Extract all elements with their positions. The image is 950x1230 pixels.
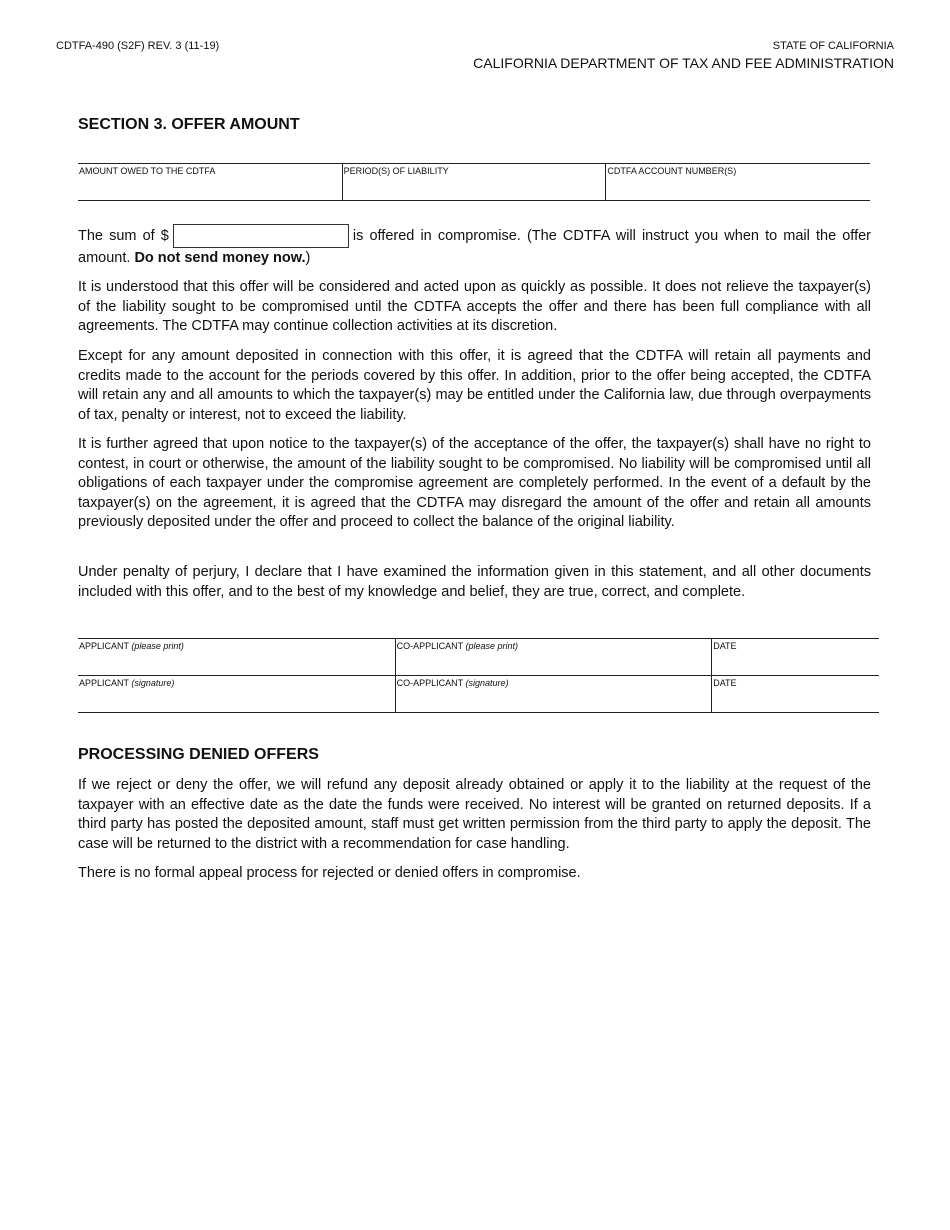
account-info-row xyxy=(78,163,870,201)
offer-suffix: is offered in compromise. (The CDTFA will instruct you when to mail the offer amount. xyxy=(78,227,871,266)
applicant-signature-label xyxy=(79,678,174,688)
paragraph-except: Except for any amount deposited in connection with this offer, it is agreed that the CDTFA will retain all payments and credits made to the account for the periods covered by this offer. In addition, prior to the offer being accepted, the CDTFA will retain any and all amounts to which the taxpayer(s) may be entitled under the California law, due through overpayments of tax, penalty or interest, not to exceed the liability. xyxy=(78,348,871,423)
applicant-print-field[interactable] xyxy=(78,639,395,675)
paragraph-understood: It is understood that this offer will be considered and acted upon as quickly as possible. It does not relieve the taxpayer(s) of the liability sought to be compromised until the CDTFA accepts the offer and there has been full compliance with all agreements. The CDTFA may continue collection activities at its discretion. xyxy=(78,279,871,334)
amount-owed-label: AMOUNT OWED TO THE CDTFA xyxy=(79,166,216,176)
denied-offers-title: PROCESSING DENIED OFFERS xyxy=(78,746,319,763)
coapplicant-print-field[interactable] xyxy=(395,639,712,675)
periods-field[interactable] xyxy=(342,164,606,200)
applicant-signature-text: APPLICANT xyxy=(79,678,129,688)
date-field-2[interactable] xyxy=(711,676,879,712)
coapplicant-signature-field[interactable] xyxy=(395,676,712,712)
department-title: CALIFORNIA DEPARTMENT OF TAX AND FEE ADMINISTRATION xyxy=(473,55,894,71)
coapplicant-signature-label xyxy=(397,678,509,688)
section-title: SECTION 3. OFFER AMOUNT xyxy=(78,116,300,133)
account-number-label: CDTFA ACCOUNT NUMBER(S) xyxy=(607,166,737,176)
signature-print-row xyxy=(78,638,879,675)
offer-close: ) xyxy=(305,250,311,266)
offer-statement xyxy=(78,224,871,269)
date-label-2: DATE xyxy=(713,678,737,688)
coapplicant-signature-text: CO-APPLICANT xyxy=(396,678,463,688)
paragraph-perjury: Under penalty of perjury, I declare that I have examined the information given in this statement, and all other documents included with this offer, and to the best of my knowledge and belief, they are true, correct, and complete. xyxy=(78,564,871,600)
state-label: STATE OF CALIFORNIA xyxy=(772,40,894,52)
signature-sign-row xyxy=(78,675,879,713)
applicant-signature-field[interactable] xyxy=(78,676,395,712)
account-number-field[interactable] xyxy=(605,164,870,200)
applicant-print-note: (please print) xyxy=(131,641,184,651)
offer-amount-input[interactable] xyxy=(173,224,349,248)
paragraph-further: It is further agreed that upon notice to the taxpayer(s) of the acceptance of the offer, the taxpayer(s) shall have no right to contest, in court or otherwise, the amount of the liability sought to be compromised. No liability will be compromised until all obligations of each taxpayer under the compromise agreement are completely performed. In the event of a default by the taxpayer(s) on the agreement, it is agreed that the CDTFA may disregard the amount of the offer and retain all amounts previously deposited under the offer and proceed to collect the balance of the original liability. xyxy=(78,436,871,530)
applicant-print-label xyxy=(79,641,184,651)
coapplicant-print-note: (please print) xyxy=(465,641,519,651)
amount-owed-field[interactable] xyxy=(78,164,342,200)
offer-prefix: The sum of $ xyxy=(78,227,169,244)
coapplicant-print-label xyxy=(397,641,518,651)
form-id: CDTFA-490 (S2F) REV. 3 (11-19) xyxy=(56,40,220,52)
coapplicant-print-text: CO-APPLICANT xyxy=(396,641,463,651)
date-label-1: DATE xyxy=(713,641,737,651)
offer-warning: Do not send money now. xyxy=(134,250,306,266)
date-field-1[interactable] xyxy=(711,639,879,675)
applicant-print-text: APPLICANT xyxy=(79,641,129,651)
periods-label: PERIOD(S) OF LIABILITY xyxy=(343,166,449,176)
paragraph-denied: If we reject or deny the offer, we will refund any deposit already obtained or apply it to the liability at the request of the taxpayer with an effective date as the date the funds were received. No interest will be granted on returned deposits. If a third party has posted the deposited amount, staff must get written permission from the third party to apply the deposit. The case will be returned to the district with a recommendation for case handling. xyxy=(78,777,871,852)
coapplicant-signature-note: (signature) xyxy=(465,678,509,688)
applicant-signature-note: (signature) xyxy=(131,678,175,688)
paragraph-no-appeal: There is no formal appeal process for rejected or denied offers in compromise. xyxy=(78,865,581,881)
